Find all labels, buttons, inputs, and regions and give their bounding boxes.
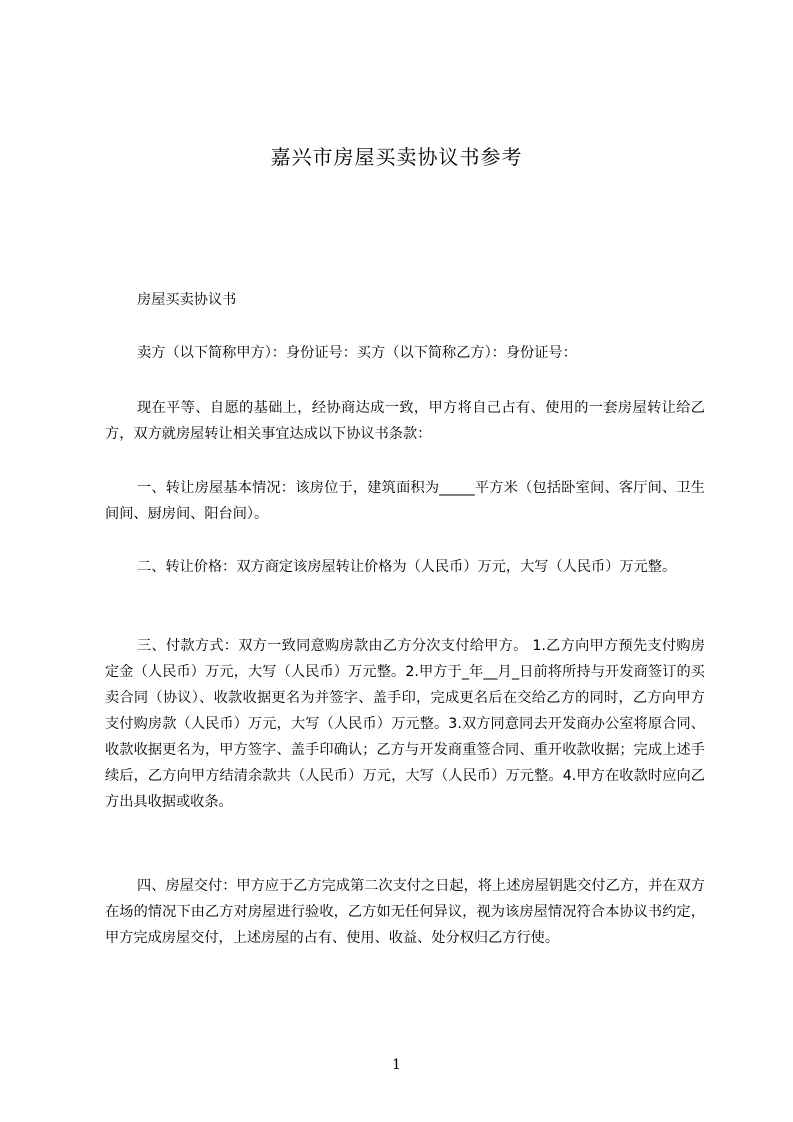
clause-3-paragraph: 三、付款方式：双方一致同意购房款由乙方分次支付给甲方。 1.乙方向甲方预先支付购房定金（人民币）万元，大写（人民币）万元整。2.甲方于_年__月_日前将所持与开发商签订的买卖合同（协议）、收款收据更名为并签字、盖手印，完成更名后在交给乙方的同时，乙方向甲方支付购房款（人民币）万元，大写（人民币）万元整。3.双方同意同去开发商办公室将原合同、收款收据更名为，甲方签字、盖手印确认；乙方与开发商重签合同、重开收款收据；完成上述手续后，乙方向甲方结清余款共（人民币）万元，大写（人民币）万元整。4.甲方在收款时应向乙方出具收据或收条。 <box>105 638 705 810</box>
clause-1-paragraph: 一、转让房屋基本情况：该房位于，建筑面积为_____平方米（包括卧室间、客厅间、卫生间间、厨房间、阳台间）。 <box>105 480 705 522</box>
clause-4-paragraph: 四、房屋交付：甲方应于乙方完成第二次支付之日起，将上述房屋钥匙交付乙方，并在双方在场的情况下由乙方对房屋进行验收，乙方如无任何异议，视为该房屋情况符合本协议书约定，甲方完成房屋交付，上述房屋的占有、使用、收益、处分权归乙方行使。 <box>105 878 705 946</box>
page-number: 1 <box>392 1057 401 1073</box>
preamble-paragraph: 现在平等、自愿的基础上，经协商达成一致，甲方将自己占有、使用的一套房屋转让给乙方，双方就房屋转让相关事宜达成以下协议书条款： <box>105 400 705 442</box>
parties-line: 卖方（以下简称甲方）：身份证号：买方（以下简称乙方）：身份证号： <box>137 345 577 361</box>
document-title: 嘉兴市房屋买卖协议书参考 <box>270 145 523 169</box>
clause-2-paragraph: 二、转让价格：双方商定该房屋转让价格为（人民币）万元，大写（人民币）万元整。 <box>137 559 677 575</box>
agreement-heading: 房屋买卖协议书 <box>137 292 237 308</box>
